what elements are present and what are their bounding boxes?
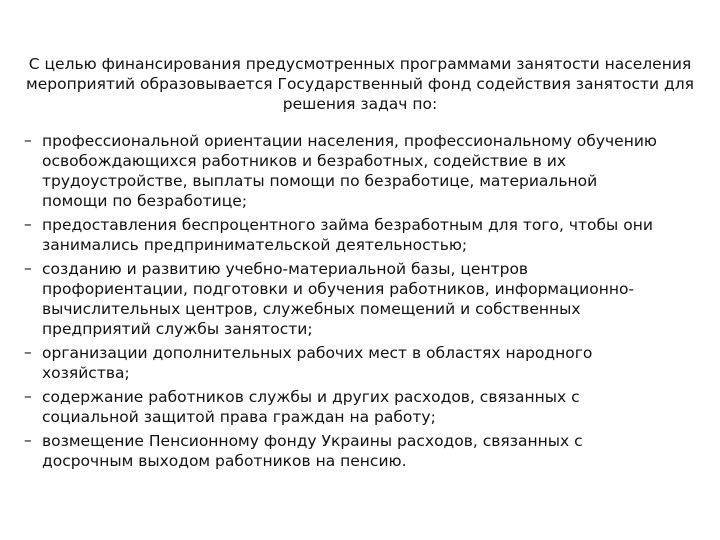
- dash-bullet-icon: –: [24, 215, 32, 233]
- list-item-text: профессиональной ориентации населения, профессиональному обучению освобождающихся работников и безработных, содействие в их трудоустройстве, выплаты помощи по безработице, материальной помощи по безработице;: [42, 132, 657, 210]
- list-item: [22, 131, 662, 211]
- dash-bullet-icon: –: [24, 131, 32, 149]
- dash-bullet-icon: –: [24, 343, 32, 361]
- list-item-text: содержание работников службы и других расходов, связанных с социальной защитой права граждан на работу;: [42, 388, 580, 426]
- dash-bullet-icon: –: [24, 431, 32, 449]
- dash-bullet-icon: –: [24, 387, 32, 405]
- list-item-text: организации дополнительных рабочих мест в областях народного хозяйства;: [42, 344, 593, 382]
- list-item-text: созданию и развитию учебно-материальной базы, центров профориентации, подготовки и обучения работников, информационно-вычислительных центров, служебных помещений и собственных предприятий службы занятости;: [42, 260, 635, 338]
- list-item-text: возмещение Пенсионному фонду Украины расходов, связанных с досрочным выходом работников на пенсию.: [42, 432, 583, 470]
- intro-paragraph: С целью финансирования предусмотренных программами занятости населения мероприятий образовывается Государственный фонд содействия занятости для решения задач по:: [26, 55, 694, 113]
- dash-bullet-icon: –: [24, 259, 32, 277]
- list-item: [22, 259, 662, 339]
- list-item-text: предоставления беспроцентного займа безработным для того, чтобы они занимались предпринимательской деятельностью;: [42, 216, 653, 254]
- list-item: [22, 431, 662, 471]
- list-item: [22, 215, 662, 255]
- list-item: [22, 387, 662, 427]
- list-item: [22, 343, 662, 383]
- task-list: [22, 131, 662, 475]
